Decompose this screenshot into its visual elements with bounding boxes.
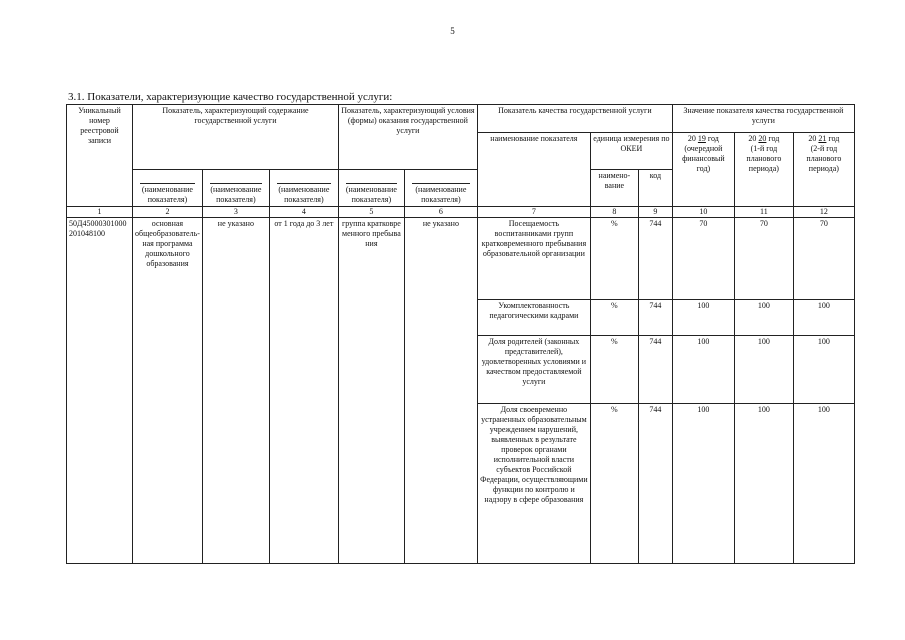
header-indicator-name-col5: (наименование показателя) <box>338 170 404 207</box>
indicator-name: Доля своевременно устраненных образовательным учреждением нарушений, выявленных в результате проверок органами исполнительной власти субъектов Российской Федерации, осуществляющими функции по контролю и надзору в сфере образования <box>477 404 590 564</box>
header-year-2019: 20 19 год (очередной финансовый год) <box>672 133 734 207</box>
header-unit-name: наимено-вание <box>590 170 638 207</box>
column-number: 1 <box>67 207 133 218</box>
indicator-value-2019: 100 <box>672 300 734 336</box>
header-indicator-name-col3: (наименование показателя) <box>202 170 269 207</box>
column-number: 4 <box>269 207 338 218</box>
header-indicator-name-col4: (наименование показателя) <box>269 170 338 207</box>
header-year-2021: 20 21 год (2-й год планового периода) <box>793 133 854 207</box>
column-number: 12 <box>793 207 854 218</box>
indicator-code: 744 <box>638 218 672 300</box>
quality-indicators-table <box>66 104 855 564</box>
indicator-value-2020: 100 <box>734 404 793 564</box>
record-c3: не указано <box>202 218 269 564</box>
indicator-code: 744 <box>638 404 672 564</box>
column-number: 3 <box>202 207 269 218</box>
indicator-code: 744 <box>638 336 672 404</box>
indicator-name: Доля родителей (законных представителей), удовлетворенных условиями и качеством предоставляемой услуги <box>477 336 590 404</box>
indicator-value-2021: 100 <box>793 300 854 336</box>
record-age: от 1 года до 3 лет <box>269 218 338 564</box>
indicator-value-2019: 100 <box>672 336 734 404</box>
column-number: 7 <box>477 207 590 218</box>
indicator-name: Укомплектованность педагогическими кадрами <box>477 300 590 336</box>
page-number: 5 <box>450 26 455 36</box>
record-c6: не указано <box>404 218 477 564</box>
column-number: 8 <box>590 207 638 218</box>
column-number: 9 <box>638 207 672 218</box>
indicator-unit: % <box>590 218 638 300</box>
indicator-value-2019: 100 <box>672 404 734 564</box>
column-number: 10 <box>672 207 734 218</box>
header-year-2020: 20 20 год (1-й год планового периода) <box>734 133 793 207</box>
table-row <box>67 218 855 300</box>
indicator-value-2021: 100 <box>793 336 854 404</box>
indicator-value-2019: 70 <box>672 218 734 300</box>
indicator-value-2020: 100 <box>734 336 793 404</box>
header-value-indicator: Значение показателя качества государственной услуги <box>672 105 854 133</box>
indicator-value-2021: 70 <box>793 218 854 300</box>
header-quality-indicator: Показатель качества государственной услуги <box>477 105 672 133</box>
header-indicator-name-col6: (наименование показателя) <box>404 170 477 207</box>
indicator-value-2021: 100 <box>793 404 854 564</box>
header-indicator-name-col2: (наименование показателя) <box>133 170 203 207</box>
column-number: 5 <box>338 207 404 218</box>
column-number: 6 <box>404 207 477 218</box>
header-indicator-name: наименование показателя <box>477 133 590 207</box>
indicator-value-2020: 70 <box>734 218 793 300</box>
header-conditions-indicator: Показатель, характеризующий условия (формы) оказания государственной услуги <box>338 105 477 170</box>
header-unit-code: код <box>638 170 672 207</box>
record-form: группа кратковременного пребывания <box>338 218 404 564</box>
column-numbers-row <box>67 207 855 218</box>
record-program: основная общеобразователь-ная программа дошкольного образования <box>133 218 203 564</box>
indicator-unit: % <box>590 300 638 336</box>
indicator-value-2020: 100 <box>734 300 793 336</box>
header-unique-number: Уникальный номер реестровой записи <box>67 105 133 207</box>
indicator-unit: % <box>590 404 638 564</box>
indicator-name: Посещаемость воспитанниками групп кратковременного пребывания образовательной организации <box>477 218 590 300</box>
indicator-code: 744 <box>638 300 672 336</box>
header-content-indicator: Показатель, характеризующий содержание государственной услуги <box>133 105 339 170</box>
record-id: 50Д45000301000201048100 <box>67 218 133 564</box>
section-heading: 3.1. Показатели, характеризующие качество государственной услуги: <box>68 91 393 103</box>
column-number: 11 <box>734 207 793 218</box>
header-unit: единица измерения по ОКЕИ <box>590 133 672 170</box>
indicator-unit: % <box>590 336 638 404</box>
column-number: 2 <box>133 207 203 218</box>
